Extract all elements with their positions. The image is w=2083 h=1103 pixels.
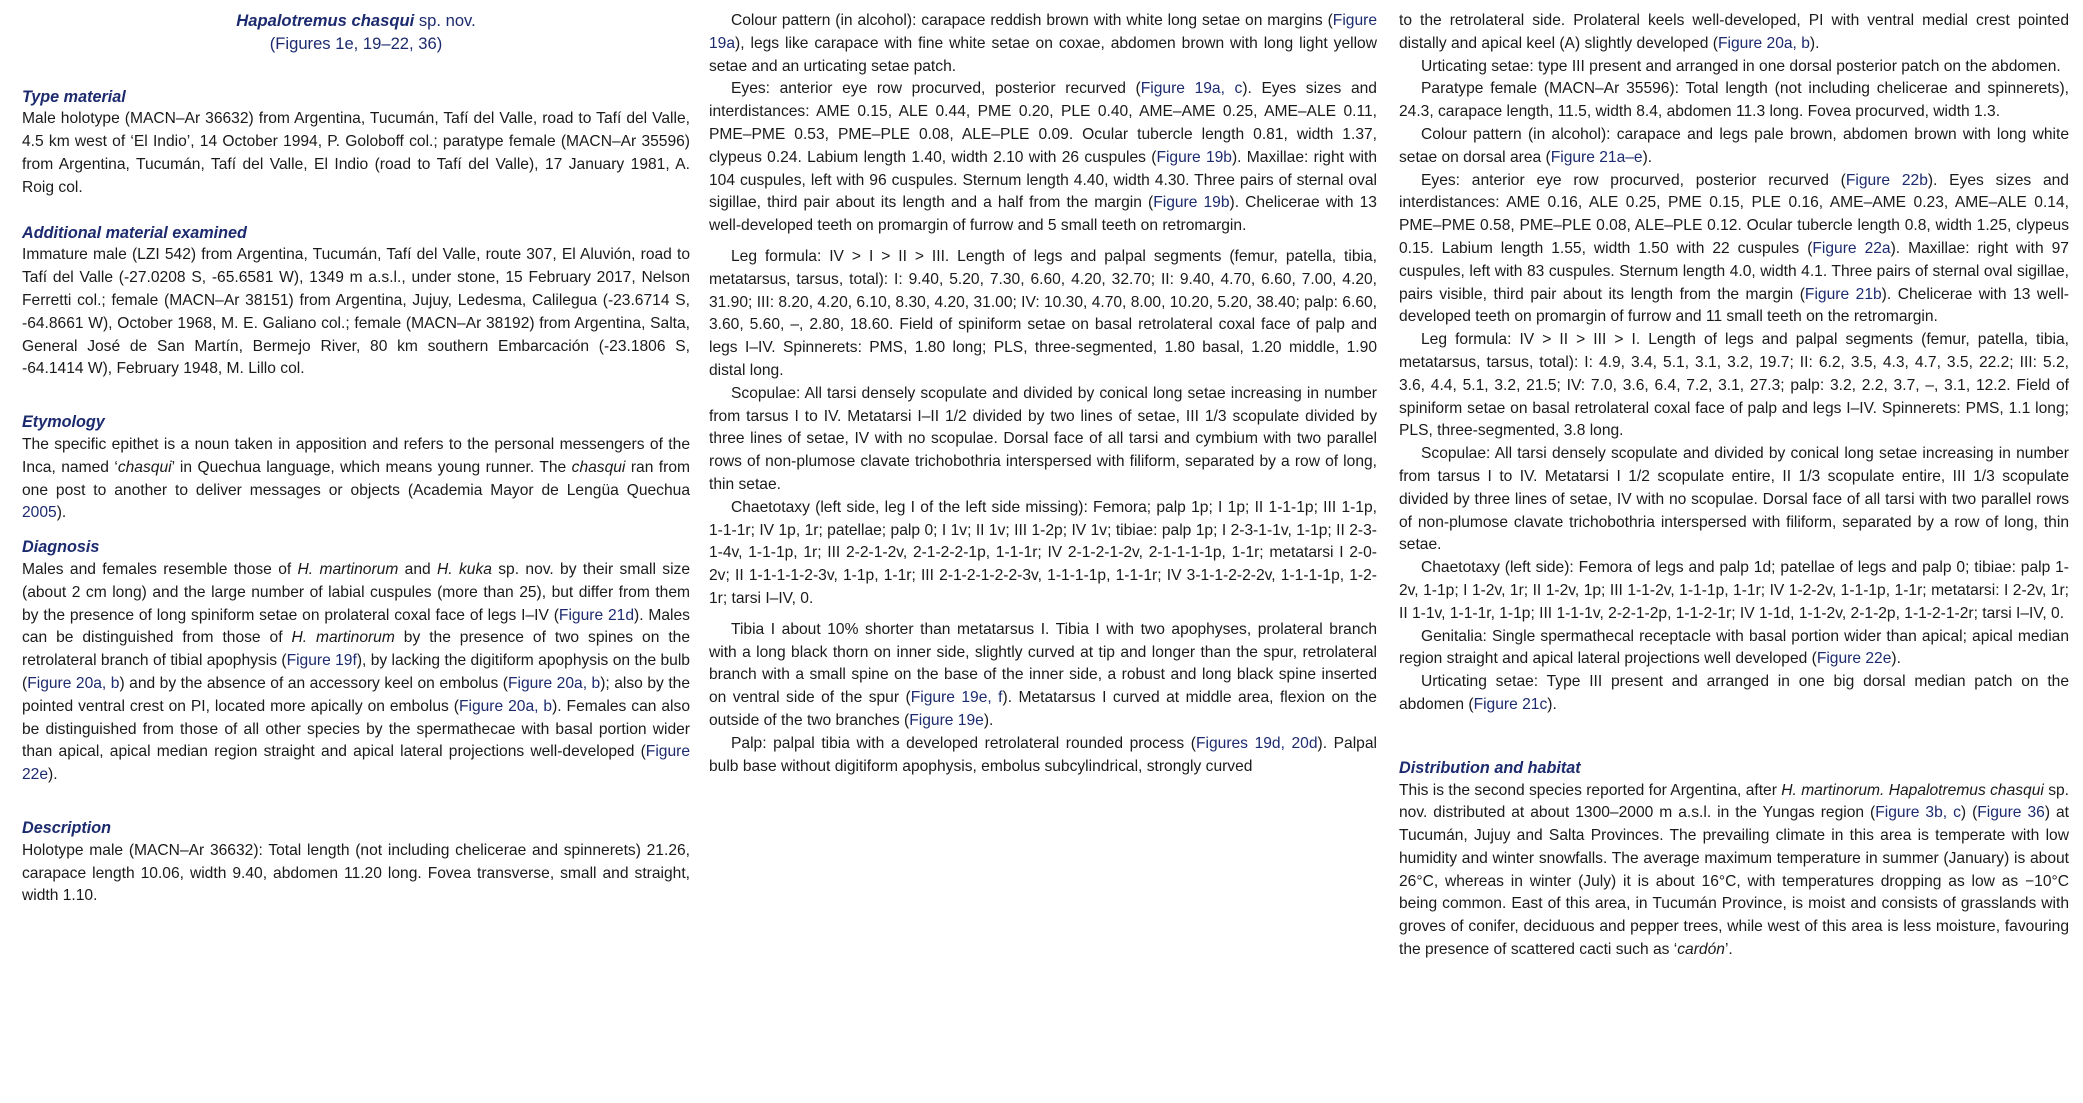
male-palp-text: Palp: palpal tibia with a developed retrolateral rounded process (Figures 19d, 20d). Palpal bulb base without digitiform apophysis, embolus subcylindrical, strongly curved — [709, 734, 1377, 775]
figure-link[interactable]: Figure 21b — [1804, 285, 1882, 303]
figure-link[interactable]: Figure 22e — [22, 743, 690, 784]
column-left — [22, 0, 690, 908]
column-middle — [709, 0, 1377, 778]
figure-link[interactable]: Figure 19e — [909, 711, 984, 729]
figure-link[interactable]: Figure 20a, b — [507, 674, 601, 692]
description-heading: Description — [22, 818, 112, 837]
figure-link[interactable]: Figure 19a, c — [1140, 80, 1243, 98]
figure-link[interactable]: Figure 22e — [1816, 650, 1892, 668]
diagnosis-text: Males and females resemble those of H. martinorum and H. kuka sp. nov. by their small size (about 2 cm long) and the large number of labial cuspules (more than 25), but differ from them by the presence of long spiniform setae on prolateral coxal face of legs I–IV (Figure 21d). Males can be distinguished from those of H. martinorum by the presence of two spines on the retrolateral branch of tibial apophysis (Figure 19f), by lacking the digitiform apophysis on the bulb (Figure 20a, b) and by the absence of an accessory keel on embolus (Figure 20a, b); also by the pointed ventral crest on PI, located more apically on embolus (Figure 20a, b). Females can also be distinguished from those of all other species by the spermathecae with basal portion wider than apical, apical median region straight and apical lateral projections well-developed (Figure 22e). — [22, 560, 691, 784]
distribution-heading: Distribution and habitat — [1399, 758, 1581, 777]
figure-link[interactable]: Figure 21a–e — [1550, 148, 1643, 166]
additional-material-heading: Additional material examined — [22, 223, 247, 242]
male-urticating-text: Urticating setae: type III present and arranged in one dorsal posterior patch on the abdomen. — [1421, 57, 2061, 75]
diagnosis-heading: Diagnosis — [22, 538, 100, 557]
additional-material-text: Immature male (LZI 542) from Argentina, Tucumán, Tafí del Valle, route 307, El Aluvión, road to Tafí del Valle (-27.0208 S, -65.6581 W), 1349 m a.s.l., under stone, 15 February 2017, Nelson Ferretti col.; female (MACN–Ar 38151) from Argentina, Jujuy, Ledesma, Calilegua (-23.6714 S, -64.8661 W), October 1968, M. E. Galiano col.; female (MACN–Ar 38192) from Argentina, Salta, General José de San Martín, Bermejo River, 80 km southern Embarcación (-23.1806 S, -64.1414 W), February 1948, M. Lillo col. — [22, 246, 690, 378]
species-status: sp. nov. — [414, 11, 476, 30]
figure-link[interactable]: Figure 19b — [1153, 194, 1230, 212]
figure-link[interactable]: Figure 19b — [1156, 148, 1232, 166]
female-leg-text: Leg formula: IV > II > III > I. Length of legs and palpal segments (femur, patella, tibia, metatarsus, tarsus, total): I: 4.9, 3.4, 5.1, 3.1, 3.2, 19.7; II: 6.2, 3.5, 4.3, 4.7, 3.5, 22.2; III: 5.2, 3.6, 4.4, 5.1, 3.2, 21.5; IV: 7.0, 3.6, 6.4, 7.2, 3.1, 27.3; palp: 3.2, 2.2, 3.7, –, 3.1, 12.2. Field of spiniform setae on basal retrolateral coxal face of palp and legs I–IV. Spinnerets: PMS, 1.1 long; PLS, three-segmented, 3.8 long. — [1399, 331, 2069, 440]
distribution-text: This is the second species reported for Argentina, after H. martinorum. Hapalotremus chasqui sp. nov. distributed at about 1300–2000 m a.s.l. in the Yungas region (Figure 3b, c) (Figure 36) at Tucumán, Jujuy and Salta Provinces. The prevailing climate in this area is temperate with low humidity and winter snowfalls. The average maximum temperature in summer (January) is about 26°C, whereas in winter (July) it is about 16°C, with temperatures dropping as low as −10°C being common. East of this area, in Tucumán Province, is moist and consists of grasslands with groves of conifer, deciduous and pepper trees, while west of this area is less moisture, favouring the presence of scattered cacti such as ‘cardón’. — [1399, 781, 2070, 959]
species-figures-link[interactable]: (Figures 1e, 19–22, 36) — [269, 33, 443, 53]
male-scopulae-text: Scopulae: All tarsi densely scopulate and divided by conical long setae increasing in number from tarsus I to IV. Metatarsi I–II 1/2 divided by two lines of setae, III 1/3 scopulate divided by three lines of setae, IV with no scopulae. Dorsal face of all tarsi and cymbium with two parallel rows of non-plumose clavate trichobothria interspersed with filiform, separated by a row of long, thin setae. — [709, 384, 1377, 493]
figure-link[interactable]: Figure 19a — [709, 12, 1377, 52]
figure-link[interactable]: Figure 22b — [1845, 171, 1928, 189]
palp-continued-text: to the retrolateral side. Prolateral keels well-developed, PI with ventral medial crest pointed distally and apical keel (A) slightly developed (Figure 20a, b). — [1399, 12, 2069, 52]
column-right — [1399, 0, 2069, 962]
female-eyes-text: Eyes: anterior eye row procurved, posterior recurved (Figure 22b). Eyes sizes and interdistances: AME 0.16, ALE 0.25, PME 0.15, PLE 0.16, AME–AME 0.23, AME–ALE 0.14, PME–PME 0.58, PME–PLE 0.08, ALE–PLE 0.12. Ocular tubercle length 0.8, width 1.25, clypeus 0.15. Labium length 1.55, width 1.50 with 22 cuspules (Figure 22a). Maxillae: right with 97 cuspules, left with 83 cuspules. Sternum length 4.0, width 4.1. Three pairs of sternal oval sigillae, pairs visible, third pair about its length from the margin (Figure 21b). Chelicerae with 13 well-developed teeth on promargin of furrow and 11 small teeth on the retromargin. — [1399, 171, 2069, 326]
female-urticating-text: Urticating setae: Type III present and arranged in one big dorsal median patch on the abdomen (Figure 21c). — [1399, 673, 2069, 713]
male-tibia-text: Tibia I about 10% shorter than metatarsus I. Tibia I with two apophyses, prolateral branch with a long black thorn on inner side, slightly curved at tip and longer than the spur, retrolateral branch with a small spine on the base of the inner side, a robust and long black spine inserted on ventral side of the spur (Figure 19e, f). Metatarsus I curved at middle area, flexion on the outside of the two branches (Figure 19e). — [709, 620, 1377, 729]
figure-link[interactable]: Figures 19d, 20d — [1195, 734, 1318, 752]
male-eyes-text: Eyes: anterior eye row procurved, posterior recurved (Figure 19a, c). Eyes sizes and interdistances: AME 0.15, ALE 0.44, PME 0.20, PLE 0.40, AME–AME 0.25, AME–ALE 0.11, PME–PME 0.53, PME–PLE 0.08, ALE–PLE 0.09. Ocular tubercle length 0.81, width 1.37, clypeus 0.24. Labium length 1.40, width 2.10 with 26 cuspules (Figure 19b). Maxillae: right with 104 cuspules, left with 96 cuspules. Sternum length 4.40, width 4.30. Three pairs of sternal oval sigillae, third pair about its length and a half from the margin (Figure 19b). Chelicerae with 13 well-developed teeth on promargin of furrow and 5 small teeth on retromargin. — [709, 80, 1377, 235]
species-title — [22, 10, 690, 33]
paratype-text: Paratype female (MACN–Ar 35596): Total length (not including chelicerae and spinnerets), 24.3, carapace length, 11.5, width 8.4, abdomen 11.3 long. Fovea procurved, width 1.3. — [1399, 80, 2069, 121]
species-name: Hapalotremus chasqui — [236, 11, 415, 30]
male-chaetotaxy-text: Chaetotaxy (left side, leg I of the left side missing): Femora; palp 1p; I 1p; II 1-1-1p; III 1-1p, 1-1-1r; IV 1p, 1r; patellae; palp 0; I 1v; II 1v; III 1-2p; IV 1v; tibiae: palp 1p; I 2-3-1-1v, 1-1p; II 2-3-1-4v, 1-1-1p, 1r; III 2-2-1-2v, 2-1-2-2-1p, 1-1-1r; IV 2-1-2-1-2v, 2-1-1-1-1p, 1-1r; metatarsi I 2-0-2v; II 1-1-1-1-2-3v, 1-1p, 1-1r; III 2-1-2-1-2-2-3v, 1-1-1-1p, 1-1-1r; IV 3-1-1-2-2-2v, 1-1-1-1p, 1-2-1r; tarsi I–IV, 0. — [709, 498, 1377, 607]
figure-link[interactable]: Figure 21c — [1473, 695, 1548, 713]
figure-link[interactable]: Figure 19f — [286, 652, 357, 670]
male-colour-text: Colour pattern (in alcohol): carapace reddish brown with white long setae on margins (Figure 19a), legs like carapace with fine white setae on coxae, abdomen brown with long light yellow setae and an urticating setae patch. — [709, 12, 1377, 75]
female-genitalia-text: Genitalia: Single spermathecal receptacle with basal portion wider than apical; apical median region straight and apical lateral projections well developed (Figure 22e). — [1399, 627, 2069, 668]
figure-link[interactable]: Figure 20a, b — [1717, 34, 1810, 52]
male-leg-text: Leg formula: IV > I > II > III. Length of legs and palpal segments (femur, patella, tibia, metatarsus, tarsus, total): I: 9.40, 5.20, 7.30, 6.60, 4.20, 32.70; II: 9.40, 4.70, 6.60, 7.00, 4.20, 31.90; III: 8.20, 4.20, 6.10, 8.30, 4.20, 31.00; IV: 10.30, 4.70, 8.00, 10.20, 5.20, 38.40; palp: 6.60, 3.60, 5.60, –, 2.80, 18.60. Field of spiniform setae on basal retrolateral coxal face of palp and legs I–IV. Spinnerets: PMS, 1.80 long; PLS, three-segmented, 1.80 basal, 1.20 middle, 1.90 distal long. — [709, 247, 1377, 379]
figure-link[interactable]: Figure 21d — [558, 606, 634, 624]
etymology-heading: Etymology — [22, 413, 105, 432]
figure-link[interactable]: Figure 3b, c — [1875, 804, 1961, 822]
female-scopulae-text: Scopulae: All tarsi densely scopulate and divided by conical long setae increasing in number from tarsus I to IV. Metatarsi I 1/2 scopulate entire, II 1/3 scopulate entire, III 1/3 scopulate divided by three lines of setae, IV with no scopulae. Dorsal face of all tarsi with two parallel rows of non-plumose clavate trichobothria interspersed with filiform, separated by a row of long, thin setae. — [1399, 445, 2069, 554]
citation-link[interactable]: 2005 — [22, 504, 57, 522]
female-chaetotaxy-text: Chaetotaxy (left side): Femora of legs and palp 1d; patellae of legs and palp 0; tibiae: palp 1-2v, 1-1p; I 1-2v, 1r; II 1-2v, 1p; III 1-1-2v, 1-1-1p, 1-1r; IV 1-2-2v, 1-1-1p, 1-1r; metatarsi: I 2-2v, 1r; II 1-1v, 1-1-1r, 1-1p; III 1-1-1v, 2-2-1-2p, 1-1-2-1r; IV 1-1d, 1-1-2v, 2-1-2p, 1-1-2-1-2r; tarsi I–IV, 0. — [1399, 559, 2069, 622]
type-material-text: Male holotype (MACN–Ar 36632) from Argentina, Tucumán, Tafí del Valle, road to Tafí del Valle, 4.5 km west of ‘El Indio’, 14 October 1994, P. Goloboff col.; paratype female (MACN–Ar 35596) from Argentina, Tucumán, Tafí del Valle, El Indio (road to Tafí del Valle), 17 January 1981, A. Roig col. — [22, 110, 690, 196]
figure-link[interactable]: Figure 36 — [1977, 804, 2045, 822]
description-text: Holotype male (MACN–Ar 36632): Total length (not including chelicerae and spinnerets) 21.26, carapace length 10.06, width 9.40, abdomen 11.20 long. Fovea transverse, small and straight, width 1.10. — [22, 841, 690, 905]
figure-link[interactable]: Figure 22a — [1812, 239, 1891, 257]
figure-link[interactable]: Figure 20a, b — [27, 674, 120, 692]
female-colour-text: Colour pattern (in alcohol): carapace and legs pale brown, abdomen brown with long white setae on dorsal area (Figure 21a–e). — [1399, 125, 2069, 166]
type-material-heading: Type material — [22, 87, 126, 106]
figure-link[interactable]: Figure 19e, f — [910, 689, 1003, 707]
etymology-text: The specific epithet is a noun taken in apposition and refers to the personal messengers of the Inca, named ‘chasqui’ in Quechua language, which means young runner. The chasqui ran from one post to another to deliver messages or objects (Academia Mayor de Lengüa Quechua 2005). — [22, 435, 690, 522]
figure-link[interactable]: Figure 20a, b — [458, 697, 553, 715]
